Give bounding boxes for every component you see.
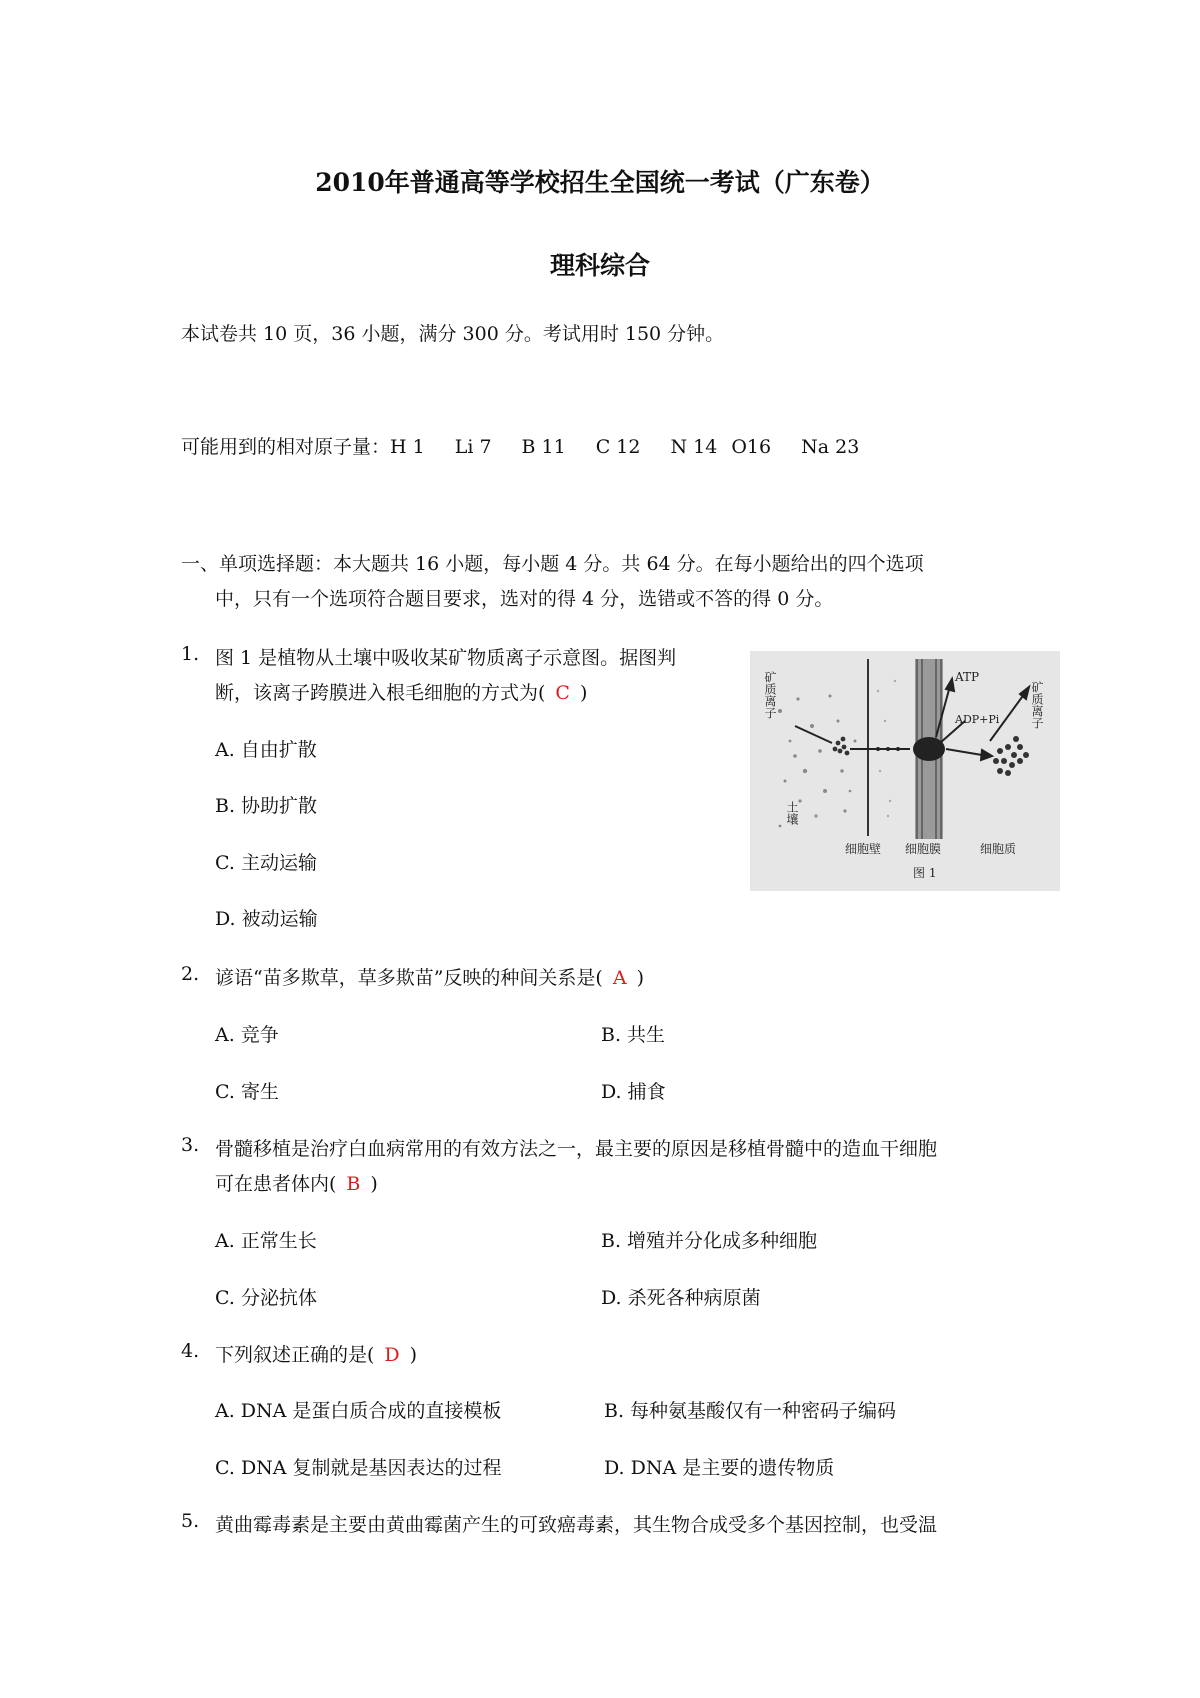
question-text <box>215 963 644 990</box>
carrier-protein <box>913 737 945 761</box>
option: C. 分泌抗体 <box>215 1287 317 1309</box>
option: B. 共生 <box>601 1024 666 1046</box>
label-atp: ATP <box>955 670 980 684</box>
question-stem: 断，该离子跨膜进入根毛细胞的方式为( <box>215 682 546 704</box>
question-number: 3. <box>181 1134 200 1156</box>
label-cytoplasm: 细胞质 <box>980 842 1017 856</box>
question-text <box>215 1169 378 1196</box>
question-number: 1. <box>181 643 200 665</box>
option: B. 增殖并分化成多种细胞 <box>601 1230 818 1252</box>
figure-1-graphic <box>750 651 1060 891</box>
exam-subtitle: 理科综合 <box>549 251 650 280</box>
option: B. 每种氨基酸仅有一种密码子编码 <box>604 1400 897 1422</box>
label-soil: 土壤 <box>785 801 799 825</box>
section-instructions-line2: 中，只有一个选项符合题目要求，选对的得 4 分，选错或不答的得 0 分。 <box>215 588 834 610</box>
question-stem: 可在患者体内( <box>215 1173 337 1195</box>
figure-caption: 图 1 <box>913 866 937 880</box>
exam-title: 2010年普通高等学校招生全国统一考试（广东卷） <box>315 168 885 197</box>
label-cell-membrane: 细胞膜 <box>905 842 942 856</box>
figure-1 <box>750 651 1060 891</box>
question-number: 5. <box>181 1510 200 1532</box>
close-paren: ) <box>636 967 644 989</box>
option: A. DNA 是蛋白质合成的直接模板 <box>215 1400 502 1422</box>
close-paren: ) <box>579 682 588 704</box>
question-stem: 下列叙述正确的是( <box>215 1344 375 1366</box>
option: D. 被动运输 <box>215 908 318 930</box>
question-text <box>215 678 587 705</box>
option: D. 杀死各种病原菌 <box>601 1287 761 1309</box>
option: D. 捕食 <box>601 1081 666 1103</box>
atomic-mass-item: Na 23 <box>801 436 860 458</box>
exam-info: 本试卷共 10 页，36 小题，满分 300 分。考试用时 150 分钟。 <box>181 323 725 345</box>
question-stem: 谚语“苗多欺草，草多欺苗”反映的种间关系是( <box>215 967 603 989</box>
atomic-mass-item: O16 <box>731 436 772 458</box>
answer-mark: C <box>555 682 570 704</box>
section-instructions-line1: 一、单项选择题：本大题共 16 小题，每小题 4 分。共 64 分。在每小题给出的四个选项 <box>181 553 924 575</box>
option: A. 正常生长 <box>215 1230 317 1252</box>
close-paren: ) <box>409 1344 418 1366</box>
question-number: 2. <box>181 963 200 985</box>
atomic-mass-label: 可能用到的相对原子量： <box>181 436 391 458</box>
label-cell-wall: 细胞壁 <box>845 842 882 856</box>
label-left-ion: 矿质离子 <box>763 671 777 719</box>
question-text: 骨髓移植是治疗白血病常用的有效方法之一，最主要的原因是移植骨髓中的造血干细胞 <box>215 1138 938 1160</box>
label-adp: ADP+Pi <box>955 713 1000 726</box>
atomic-mass-item: N 14 <box>670 436 718 458</box>
atomic-mass-line <box>181 432 859 459</box>
option: A. 竞争 <box>215 1024 279 1046</box>
answer-mark: A <box>612 967 627 989</box>
option: B. 协助扩散 <box>215 795 318 817</box>
question-text: 图 1 是植物从土壤中吸收某矿物质离子示意图。据图判 <box>215 647 677 669</box>
question-number: 4. <box>181 1340 200 1362</box>
label-right-ion: 矿质离子 <box>1030 681 1044 729</box>
answer-mark: B <box>346 1173 361 1195</box>
option: D. DNA 是主要的遗传物质 <box>604 1457 835 1479</box>
answer-mark: D <box>384 1344 400 1366</box>
question-text: 黄曲霉毒素是主要由黄曲霉菌产生的可致癌毒素，其生物合成受多个基因控制，也受温 <box>215 1514 938 1536</box>
atomic-mass-item: B 11 <box>521 436 566 458</box>
option: A. 自由扩散 <box>215 739 317 761</box>
option: C. 主动运输 <box>215 852 317 874</box>
atomic-mass-item: C 12 <box>595 436 641 458</box>
atomic-mass-item: Li 7 <box>454 436 492 458</box>
close-paren: ) <box>370 1173 378 1195</box>
option: C. 寄生 <box>215 1081 279 1103</box>
atomic-mass-item: H 1 <box>390 436 425 458</box>
option: C. DNA 复制就是基因表达的过程 <box>215 1457 502 1479</box>
question-text <box>215 1340 417 1367</box>
